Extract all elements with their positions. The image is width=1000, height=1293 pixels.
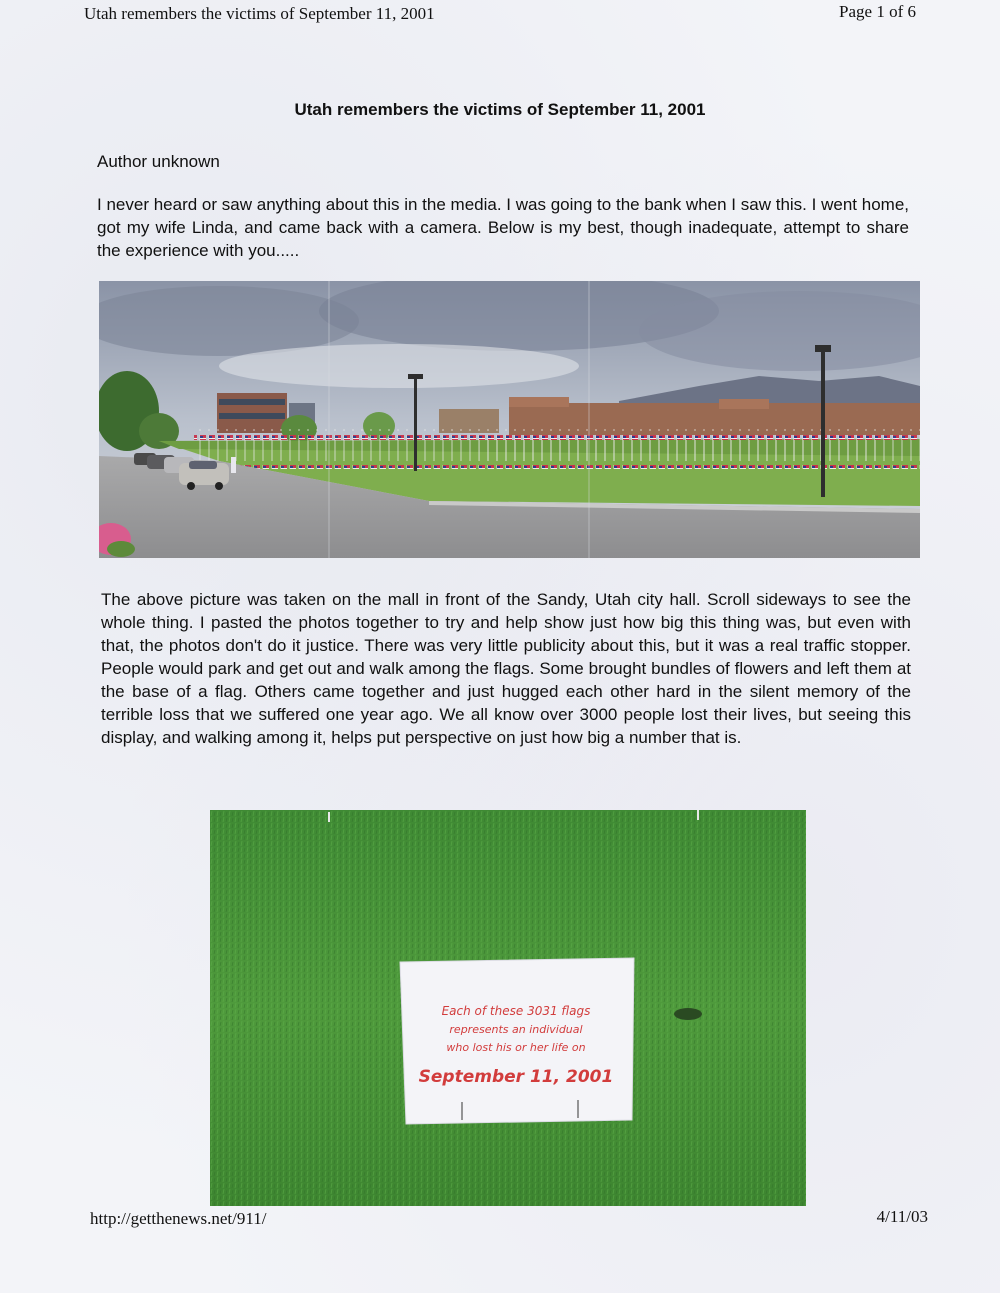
sign-line-4: September 11, 2001 bbox=[418, 1067, 614, 1087]
sign-line-1: Each of these 3031 flags bbox=[441, 1004, 591, 1018]
panorama-photo-flags bbox=[99, 281, 920, 558]
article-intro-paragraph: I never heard or saw anything about this in the media. I was going to the bank when I saw this. I went home, got my wife Linda, and came back with a camera. Below is my best, though inadequate, attempt to share the experience with you..... bbox=[97, 195, 909, 260]
print-footer-date: 4/11/03 bbox=[876, 1207, 928, 1226]
print-header-title: Utah remembers the victims of September 11, 2001 bbox=[84, 4, 435, 23]
memorial-sign-photo bbox=[210, 810, 806, 1206]
article-title: Utah remembers the victims of September 11, 2001 bbox=[294, 100, 706, 119]
article-author: Author unknown bbox=[97, 152, 220, 171]
print-header-page-number: Page 1 of 6 bbox=[839, 2, 916, 21]
article-body-paragraph: The above picture was taken on the mall in front of the Sandy, Utah city hall. Scroll sideways to see the whole thing. I pasted the photos together to try and help show just how big this thing was, but even with that, the photos don't do it justice. There was very little publicity about this, but it was a real traffic stopper. People would park and get out and walk among the flags. Some brought bundles of flowers and left them at the base of a flag. Others came together and just hugged each other hard in the silent memory of the terrible loss that we suffered one year ago. We all know over 3000 people lost their lives, but seeing this display, and walking among it, helps put perspective on just how big a number that is. bbox=[101, 590, 911, 747]
print-footer-url: http://getthenews.net/911/ bbox=[90, 1209, 267, 1228]
sign-line-2: represents an individual bbox=[449, 1023, 583, 1036]
sign-line-3: who lost his or her life on bbox=[446, 1041, 586, 1054]
